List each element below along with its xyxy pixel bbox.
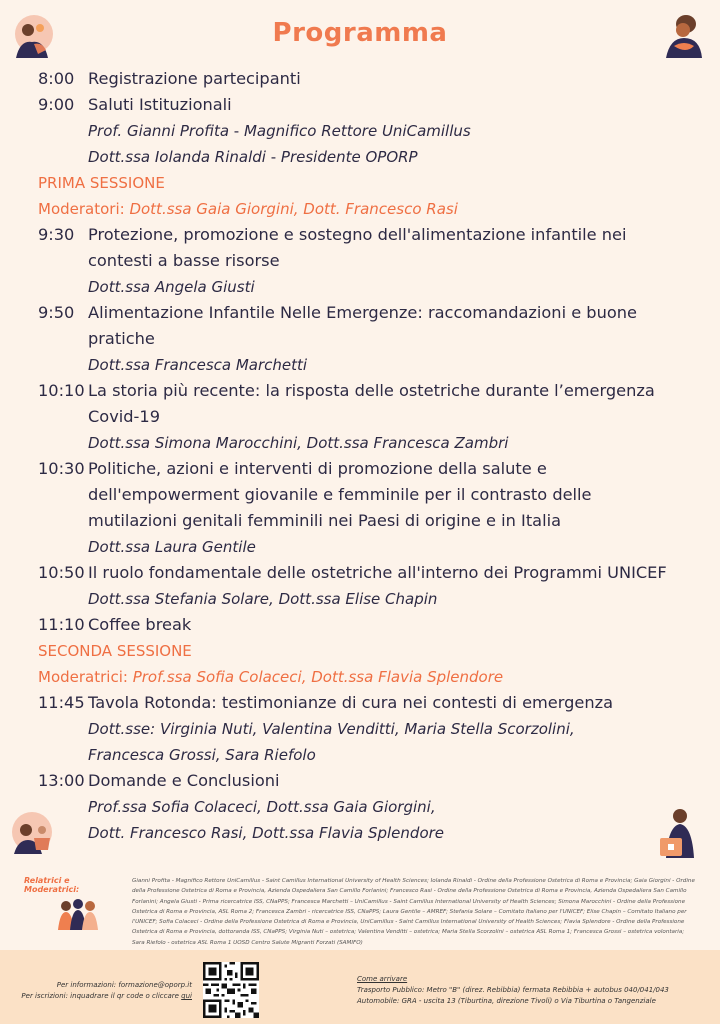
item-text: Tavola Rotonda: testimonianze di cura nei contesti di emergenza: [88, 693, 614, 712]
directions-title: Come arrivare: [357, 975, 408, 983]
item-time: 13:00: [38, 771, 85, 790]
item-text: Politiche, azioni e interventi di promozione della salute e dell'empowerment giovanile e femminile per il contrasto delle mutilazioni genitali femminili nei Paesi di origine e in Italia: [88, 459, 592, 530]
item-speaker: Prof.ssa Sofia Colaceci, Dott.ssa Gaia Giorgini,: [88, 798, 436, 816]
programme-item: [38, 66, 678, 92]
footer: [0, 950, 720, 1024]
programme-item: [38, 612, 678, 638]
programme-item: [38, 690, 678, 716]
item-time: 11:10: [38, 615, 85, 634]
session-title: PRIMA SESSIONE: [38, 174, 165, 192]
session-moderators: Moderatrici: Prof.ssa Sofia Colaceci, Dott.ssa Flavia Splendore: [38, 668, 504, 686]
mother-baby-illustration-top-right: [662, 14, 706, 60]
session-moderators: Moderatori: Dott.ssa Gaia Giorgini, Dott. Francesco Rasi: [38, 200, 458, 218]
session-title: SECONDA SESSIONE: [38, 642, 192, 660]
programme-item: [38, 378, 678, 430]
item-text: Alimentazione Infantile Nelle Emergenze: raccomandazioni e buone pratiche: [88, 303, 637, 348]
item-speaker: Dott.ssa Angela Giusti: [88, 278, 255, 296]
programme-item: [38, 92, 678, 118]
item-text: Registrazione partecipanti: [88, 69, 301, 88]
speakers-credits-label: Relatrici e Moderatrici:: [24, 876, 80, 894]
item-time: 10:30: [38, 459, 85, 478]
item-text: Saluti Istituzionali: [88, 95, 232, 114]
programme-item: [38, 300, 678, 352]
item-speaker: Dott.ssa Stefania Solare, Dott.ssa Elise Chapin: [88, 590, 438, 608]
info-email-link[interactable]: formazione@oporp.it: [118, 981, 192, 989]
directions-car: Automobile: GRA - uscita 13 (Tiburtina, direzione Tivoli) o Via Tiburtina o Tangenziale: [357, 997, 656, 1005]
item-speaker: Dott.sse: Virginia Nuti, Valentina Venditti, Maria Stella Scorzolini,: [88, 720, 575, 738]
item-text: Coffee break: [88, 615, 192, 634]
item-speaker: Dott. Francesco Rasi, Dott.ssa Flavia Splendore: [88, 824, 445, 842]
page-title: Programma: [272, 18, 448, 48]
speakers-credits-text: Gianni Profita - Magnifico Rettore UniCamillus - Saint Camillus International University of Health Sciences; Iolanda Rinaldi - Ordine della Professione Ostetrica di Roma e Provincia; Gaia Giorgini - Ordine della Professione Ostetrica di Roma e Provincia, Azienda Ospedaliera San Camillo Forlanini; Francesco Rasi - Ordine della Professione Ostetrica di Roma e Provincia, Azienda Ospedaliera San Camillo Forlanini; Angela Giusti - Prima ricercatrice ISS, CNaPPS; Francesca Marchetti – UniCamillus - Saint Camillus International University of Health Sciences; Simona Marocchini - Ordine della Professione Ostetrica di Roma e Provincia, ASL Roma 2; Francesca Zambri - ricercatrice ISS, CNaPPS; Laura Gentile – AMREF; Stefania Solare – Comitato Italiano per l'UNICEF; Elise Chapin – Comitato Italiano per l'UNICEF; Sofia Colaceci - Ordine della Professione Ostetrica di Roma e Provincia, UniCamillus - Saint Camillus International University of Health Sciences; Flavia Splendore - Ordine della Professione Ostetrica di Roma e Provincia, dottoranda ISS, CNaPPS; Virginia Nuti – ostetrica; Valentina Venditti – ostetrica; Maria Stella Scorzolini – ostetrica ASL Roma 1; Francesca Grossi – ostetrica volontaria; Sara Riefolo - ostetrica ASL Roma 1 UOSD Centro Salute Migranti Forzati (SAMIFO): [132, 878, 695, 946]
item-text: Il ruolo fondamentale delle ostetriche all'interno dei Programmi UNICEF: [88, 563, 667, 582]
item-time: 9:00: [38, 95, 75, 114]
iscrizioni-link[interactable]: qui: [181, 992, 192, 1000]
item-speaker: Dott.ssa Iolanda Rinaldi - Presidente OPORP: [88, 148, 418, 166]
mother-baby-illustration-top-left: [10, 14, 54, 60]
programme-item: [38, 768, 678, 794]
programme-item: [38, 456, 678, 534]
item-time: 11:45: [38, 693, 85, 712]
item-text: Protezione, promozione e sostegno dell'alimentazione infantile nei contesti a basse risorse: [88, 225, 627, 270]
item-time: 10:10: [38, 381, 85, 400]
item-time: 9:50: [38, 303, 75, 322]
item-text: Domande e Conclusioni: [88, 771, 280, 790]
programme-item: [38, 560, 678, 586]
directions-public-transport: Trasporto Pubblico: Metro "B" (direz. Rebibbia) fermata Rebibbia + autobus 040/041/043: [357, 986, 669, 994]
programme-item: [38, 222, 678, 274]
item-speaker: Dott.ssa Francesca Marchetti: [88, 356, 308, 374]
item-time: 8:00: [38, 69, 75, 88]
item-speaker: Dott.ssa Simona Marocchini, Dott.ssa Francesca Zambri: [88, 434, 509, 452]
item-speaker: Dott.ssa Laura Gentile: [88, 538, 256, 556]
item-text: La storia più recente: la risposta delle ostetriche durante l’emergenza Covid-19: [88, 381, 655, 426]
directions: [357, 974, 669, 1007]
item-speaker: Prof. Gianni Profita - Magnifico Rettore UniCamillus: [88, 122, 471, 140]
item-speaker: Francesca Grossi, Sara Riefolo: [88, 746, 316, 764]
qr-code-icon[interactable]: [203, 962, 259, 1018]
footer-contacts: Per informazioni: formazione@oporp.it Per iscrizioni: inquadrare il qr code o cliccare qui: [21, 981, 192, 1000]
programme-list: [38, 66, 678, 846]
item-time: 10:50: [38, 563, 85, 582]
item-time: 9:30: [38, 225, 75, 244]
speakers-credits: [24, 876, 696, 948]
